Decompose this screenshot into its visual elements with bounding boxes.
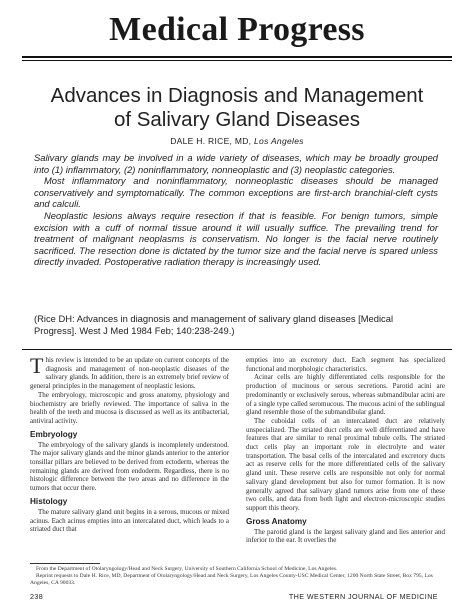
- abstract-paragraph-3: Neoplastic lesions always require resection if that is feasible. For benign tumors, simple excision with a cuff of normal tissue around it will usually suffice. The prevailing trend for treatment of malignant neoplasms is conservatism. No longer is the facial nerve routinely sacrificed. The resection done is dictated by the tumor size and the facial nerve is spared unless directly invaded. Postoperative radiation therapy is increasingly used.: [34, 209, 438, 268]
- drop-cap: T: [30, 353, 44, 378]
- heading-histology: Histology: [30, 496, 68, 506]
- abstract-paragraph-1: Salivary glands may be involved in a wide variety of diseases, which may be broadly grouped into (1) inflammatory, (2) noninflammatory, nonneoplastic and (3) neoplastic categories.: [34, 152, 438, 175]
- body-column-left: [30, 353, 229, 534]
- footnote-rule: [30, 563, 100, 564]
- histology-paragraph: The mature salivary gland unit begins in a serous, mucous or mixed acinus. Each acinus empties into an intercalated duct, which leads to a striated duct that: [30, 507, 229, 534]
- section-banner: Medical Progress: [109, 11, 365, 48]
- gross-anatomy-paragraph: The parotid gland is the largest salivary gland and lies anterior and inferior to the ear. It overlies the: [246, 527, 445, 545]
- ductal-paragraph: The cuboidal cells of an intercalated duct are relatively unspecialized. The striated duct cells are well differentiated and have features that are similar to renal proximal tubule cells. The striated duct cells play an important role in electrolyte and water transportation. The basal cells of the intercalated and excretory ducts act as reserve cells for the more differentiated cells of the salivary gland unit. These reserve cells are responsible not only for normal salivary gland development but also for tumor formation. It is now generally agreed that salivary gland tumors arise from one of these two cells, and data from both light and electron-microscopic studies support this theory.: [246, 416, 445, 512]
- article-title: [20, 84, 454, 132]
- article-title-line-1: Advances in Diagnosis and Management: [50, 84, 424, 107]
- abstract-paragraph-2: Most inflammatory and noninflammatory, nonneoplastic diseases should be managed conservatively and symptomatically. The common exceptions are first-arch branchial-cleft cysts and calculi.: [34, 175, 438, 210]
- embryology-paragraph: The embryology of the salivary glands is incompletely understood. The major salivary glands and the minor glands anterior to the anterior tonsillar pillars are believed to be derived from ectoderm, whereas the remaining glands are derived from endoderm. Regardless, there is no histologic difference between the two areas and no difference in the tumors that occur there.: [30, 440, 229, 493]
- abstract-divider-rule: [22, 349, 452, 350]
- citation: (Rice DH: Advances in diagnosis and management of salivary gland diseases [Medical Progress]. West J Med 1984 Feb; 140:238-249.): [34, 313, 394, 336]
- page-number: 238: [30, 592, 44, 601]
- overview-paragraph: The embryology, microscopic and gross anatomy, physiology and biochemistry are briefly reviewed. The importance of saliva in the health of the teeth and mucosa is discussed as well as its antibacterial, antiviral activity.: [30, 390, 229, 425]
- author-affiliation: Los Angeles: [254, 136, 304, 146]
- footnote-reprint-requests: Reprint requests to Dale H. Rice, MD, Department of Otolaryngology/Head and Neck Surgery, Los Angeles County-USC Medical Center, 1200 North State Street, Box 795, Los Angeles, CA 90033.: [30, 572, 433, 586]
- journal-name: THE WESTERN JOURNAL OF MEDICINE: [288, 592, 438, 601]
- footnote-affiliation: From the Department of Otolaryngology/Head and Neck Surgery, University of Southern California School of Medicine, Los Angeles.: [36, 566, 338, 572]
- abstract: [34, 152, 438, 268]
- intro-paragraph: [30, 353, 229, 391]
- banner-rule-thick: [22, 56, 452, 58]
- heading-embryology: Embryology: [30, 429, 78, 439]
- heading-gross-anatomy: Gross Anatomy: [246, 516, 307, 526]
- body-column-right: [246, 356, 445, 545]
- continued-paragraph: empties into an excretory duct. Each segment has specialized functional and morphologic characteristics.: [246, 356, 445, 373]
- acinar-paragraph: Acinar cells are highly differentiated cells responsible for the production of mucinous or serous secretions. Parotid acini are predominantly or exclusively serous, whereas submandibular acini are of a single type called seromucous. The mucous acini of the sublingual gland resemble those of the submandibular gland.: [246, 373, 445, 417]
- author-name: DALE H. RICE, MD,: [170, 136, 252, 146]
- footnote: [30, 566, 438, 586]
- article-title-line-2: of Salivary Gland Diseases: [113, 108, 361, 131]
- intro-text: his review is intended to be an update on current concepts of the diagnosis and management of non-neoplastic diseases of the salivary glands. In addition, there is an extremely brief review of general principles in the management of neoplastic lesions.: [30, 356, 229, 391]
- byline: [0, 136, 474, 146]
- banner-rule-thin: [22, 60, 452, 61]
